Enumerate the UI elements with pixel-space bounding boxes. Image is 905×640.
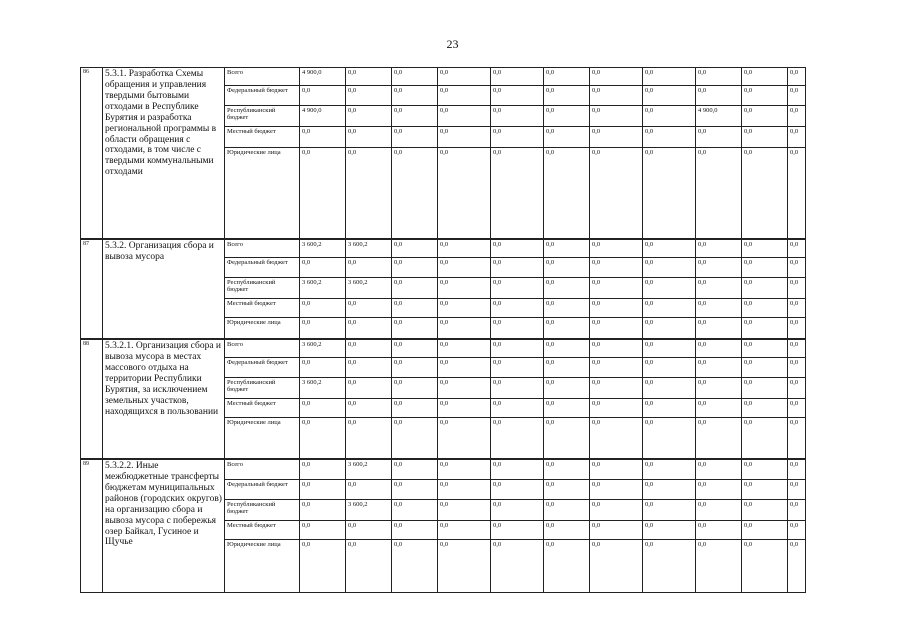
- value-cell: 0,0: [392, 521, 438, 540]
- funding-source: Всего: [225, 68, 300, 86]
- value-cell: 0,0: [788, 299, 806, 318]
- value-cell: 0,0: [491, 459, 544, 480]
- value-cell: 0,0: [696, 239, 742, 258]
- value-cell: 0,0: [742, 318, 788, 340]
- value-cell: 0,0: [346, 148, 392, 240]
- value-cell: 0,0: [788, 318, 806, 340]
- value-cell: 0,0: [643, 148, 696, 240]
- value-cell: 0,0: [438, 318, 491, 340]
- value-cell: 0,0: [696, 318, 742, 340]
- value-cell: 0,0: [346, 540, 392, 593]
- value-cell: 0,0: [696, 339, 742, 358]
- value-cell: 0,0: [438, 86, 491, 106]
- value-cell: 0,0: [392, 318, 438, 340]
- value-cell: 0,0: [788, 500, 806, 521]
- value-cell: 0,0: [491, 339, 544, 358]
- value-cell: 0,0: [788, 258, 806, 278]
- value-cell: 0,0: [742, 378, 788, 399]
- value-cell: 0,0: [742, 68, 788, 86]
- value-cell: 0,0: [300, 127, 346, 148]
- value-cell: 0,0: [392, 399, 438, 418]
- value-cell: 0,0: [643, 339, 696, 358]
- value-cell: 0,0: [544, 127, 590, 148]
- value-cell: 0,0: [544, 418, 590, 460]
- value-cell: 0,0: [590, 278, 643, 299]
- value-cell: 0,0: [544, 106, 590, 127]
- table-row: [81, 459, 806, 480]
- value-cell: 0,0: [696, 148, 742, 240]
- value-cell: 0,0: [438, 148, 491, 240]
- value-cell: 0,0: [491, 299, 544, 318]
- value-cell: 0,0: [590, 127, 643, 148]
- value-cell: 0,0: [438, 339, 491, 358]
- value-cell: 0,0: [392, 148, 438, 240]
- value-cell: 0,0: [742, 540, 788, 593]
- value-cell: 0,0: [742, 459, 788, 480]
- funding-source: Федеральный бюджет: [225, 480, 300, 500]
- value-cell: 0,0: [590, 480, 643, 500]
- value-cell: 0,0: [544, 378, 590, 399]
- value-cell: 0,0: [590, 418, 643, 460]
- value-cell: 0,0: [788, 127, 806, 148]
- funding-source: Республиканский бюджет: [225, 278, 300, 299]
- value-cell: 4 900,0: [300, 106, 346, 127]
- value-cell: 0,0: [643, 106, 696, 127]
- value-cell: 0,0: [643, 278, 696, 299]
- value-cell: 4 900,0: [300, 68, 346, 86]
- value-cell: 0,0: [438, 418, 491, 460]
- value-cell: 0,0: [742, 239, 788, 258]
- value-cell: 0,0: [438, 258, 491, 278]
- measure-name: 5.3.2. Организация сбора и вывоза мусора: [103, 239, 225, 339]
- value-cell: 0,0: [742, 127, 788, 148]
- value-cell: 0,0: [590, 148, 643, 240]
- value-cell: 0,0: [392, 358, 438, 378]
- funding-source: Федеральный бюджет: [225, 258, 300, 278]
- value-cell: 0,0: [788, 278, 806, 299]
- value-cell: 0,0: [742, 339, 788, 358]
- value-cell: 0,0: [643, 500, 696, 521]
- value-cell: 0,0: [544, 239, 590, 258]
- value-cell: 0,0: [788, 358, 806, 378]
- value-cell: 0,0: [346, 127, 392, 148]
- value-cell: 0,0: [346, 106, 392, 127]
- value-cell: 0,0: [696, 358, 742, 378]
- value-cell: 0,0: [300, 318, 346, 340]
- value-cell: 0,0: [346, 399, 392, 418]
- value-cell: 0,0: [590, 68, 643, 86]
- value-cell: 0,0: [438, 399, 491, 418]
- value-cell: 0,0: [590, 358, 643, 378]
- value-cell: 0,0: [438, 378, 491, 399]
- value-cell: 0,0: [392, 239, 438, 258]
- funding-source: Юридические лица: [225, 418, 300, 460]
- measure-name: 5.3.1. Разработка Схемы обращения и управления твердыми бытовыми отходами в Республике Бурятия и разработка региональной программы в области обращения с отходами, в том числе с твердыми коммунальными отходами: [103, 68, 225, 240]
- value-cell: 0,0: [788, 106, 806, 127]
- value-cell: 0,0: [438, 500, 491, 521]
- value-cell: 0,0: [346, 68, 392, 86]
- value-cell: 0,0: [300, 540, 346, 593]
- value-cell: 0,0: [696, 299, 742, 318]
- value-cell: 0,0: [643, 459, 696, 480]
- value-cell: 0,0: [438, 239, 491, 258]
- value-cell: 0,0: [643, 68, 696, 86]
- value-cell: 0,0: [346, 378, 392, 399]
- value-cell: 0,0: [742, 418, 788, 460]
- value-cell: 0,0: [491, 106, 544, 127]
- value-cell: 0,0: [544, 358, 590, 378]
- value-cell: 3 600,2: [300, 339, 346, 358]
- value-cell: 0,0: [346, 339, 392, 358]
- value-cell: 0,0: [590, 106, 643, 127]
- value-cell: 0,0: [438, 68, 491, 86]
- value-cell: 0,0: [300, 418, 346, 460]
- value-cell: 0,0: [590, 239, 643, 258]
- value-cell: 0,0: [438, 106, 491, 127]
- value-cell: 0,0: [300, 399, 346, 418]
- value-cell: 0,0: [300, 258, 346, 278]
- value-cell: 0,0: [590, 318, 643, 340]
- value-cell: 0,0: [544, 258, 590, 278]
- value-cell: 0,0: [590, 339, 643, 358]
- value-cell: 0,0: [788, 418, 806, 460]
- value-cell: 3 600,2: [346, 239, 392, 258]
- value-cell: 0,0: [742, 399, 788, 418]
- funding-source: Юридические лица: [225, 540, 300, 593]
- value-cell: 0,0: [788, 399, 806, 418]
- value-cell: 0,0: [643, 521, 696, 540]
- value-cell: 0,0: [392, 418, 438, 460]
- value-cell: 0,0: [788, 339, 806, 358]
- funding-source: Местный бюджет: [225, 521, 300, 540]
- funding-source: Всего: [225, 339, 300, 358]
- value-cell: 0,0: [491, 540, 544, 593]
- value-cell: 0,0: [590, 399, 643, 418]
- value-cell: 0,0: [491, 378, 544, 399]
- value-cell: 0,0: [788, 86, 806, 106]
- value-cell: 0,0: [742, 299, 788, 318]
- value-cell: 0,0: [300, 358, 346, 378]
- value-cell: 0,0: [392, 480, 438, 500]
- funding-source: Местный бюджет: [225, 127, 300, 148]
- page-number: 23: [446, 37, 459, 51]
- value-cell: 0,0: [392, 459, 438, 480]
- value-cell: 0,0: [491, 500, 544, 521]
- value-cell: 0,0: [346, 521, 392, 540]
- value-cell: 0,0: [788, 521, 806, 540]
- value-cell: 0,0: [392, 68, 438, 86]
- value-cell: 0,0: [491, 399, 544, 418]
- value-cell: 0,0: [643, 399, 696, 418]
- value-cell: 0,0: [300, 480, 346, 500]
- value-cell: 0,0: [742, 86, 788, 106]
- value-cell: 0,0: [346, 258, 392, 278]
- value-cell: 3 600,2: [300, 278, 346, 299]
- table-row: [81, 68, 806, 86]
- funding-source: Федеральный бюджет: [225, 358, 300, 378]
- measure-name: 5.3.2.1. Организация сбора и вывоза мусора в местах массового отдыха на территории Республики Бурятия, за исключением земельных участков, находящихся в пользовании: [103, 339, 225, 459]
- funding-source: Республиканский бюджет: [225, 106, 300, 127]
- value-cell: 0,0: [346, 418, 392, 460]
- funding-source: Всего: [225, 459, 300, 480]
- value-cell: 0,0: [643, 127, 696, 148]
- value-cell: 0,0: [544, 459, 590, 480]
- value-cell: 0,0: [788, 378, 806, 399]
- value-cell: 0,0: [491, 278, 544, 299]
- value-cell: 0,0: [643, 358, 696, 378]
- value-cell: 0,0: [544, 68, 590, 86]
- value-cell: 0,0: [438, 521, 491, 540]
- value-cell: 0,0: [491, 358, 544, 378]
- funding-source: Республиканский бюджет: [225, 500, 300, 521]
- value-cell: 0,0: [696, 418, 742, 460]
- value-cell: 0,0: [788, 148, 806, 240]
- value-cell: 0,0: [643, 258, 696, 278]
- value-cell: 0,0: [300, 500, 346, 521]
- value-cell: 0,0: [788, 540, 806, 593]
- value-cell: 0,0: [491, 480, 544, 500]
- value-cell: 0,0: [788, 480, 806, 500]
- value-cell: 0,0: [392, 540, 438, 593]
- value-cell: 0,0: [491, 418, 544, 460]
- value-cell: 0,0: [346, 358, 392, 378]
- value-cell: 0,0: [643, 86, 696, 106]
- funding-source: Всего: [225, 239, 300, 258]
- value-cell: 3 600,2: [346, 278, 392, 299]
- value-cell: 0,0: [590, 540, 643, 593]
- value-cell: 0,0: [544, 278, 590, 299]
- value-cell: 0,0: [696, 278, 742, 299]
- value-cell: 0,0: [491, 239, 544, 258]
- value-cell: 0,0: [392, 106, 438, 127]
- value-cell: 0,0: [590, 86, 643, 106]
- value-cell: 0,0: [300, 86, 346, 106]
- value-cell: 0,0: [696, 258, 742, 278]
- value-cell: 0,0: [590, 500, 643, 521]
- value-cell: 0,0: [544, 480, 590, 500]
- value-cell: 0,0: [346, 480, 392, 500]
- value-cell: 0,0: [643, 318, 696, 340]
- table-row: [81, 239, 806, 258]
- value-cell: 0,0: [788, 459, 806, 480]
- value-cell: 0,0: [544, 299, 590, 318]
- table-row: [81, 339, 806, 358]
- funding-source: Местный бюджет: [225, 399, 300, 418]
- value-cell: 0,0: [696, 86, 742, 106]
- value-cell: 0,0: [696, 480, 742, 500]
- row-number: 89: [81, 459, 103, 593]
- funding-source: Республиканский бюджет: [225, 378, 300, 399]
- value-cell: 0,0: [544, 399, 590, 418]
- value-cell: 0,0: [696, 399, 742, 418]
- value-cell: 0,0: [643, 299, 696, 318]
- value-cell: 0,0: [438, 358, 491, 378]
- value-cell: 0,0: [346, 299, 392, 318]
- value-cell: 3 600,2: [346, 459, 392, 480]
- value-cell: 0,0: [544, 339, 590, 358]
- value-cell: 0,0: [392, 278, 438, 299]
- value-cell: 0,0: [742, 106, 788, 127]
- value-cell: 0,0: [696, 500, 742, 521]
- value-cell: 0,0: [392, 127, 438, 148]
- value-cell: 4 900,0: [696, 106, 742, 127]
- value-cell: 0,0: [491, 318, 544, 340]
- funding-source: Федеральный бюджет: [225, 86, 300, 106]
- value-cell: 0,0: [438, 540, 491, 593]
- value-cell: 0,0: [696, 521, 742, 540]
- value-cell: 0,0: [544, 540, 590, 593]
- value-cell: 0,0: [300, 521, 346, 540]
- value-cell: 0,0: [438, 459, 491, 480]
- value-cell: 0,0: [742, 358, 788, 378]
- value-cell: 0,0: [438, 299, 491, 318]
- value-cell: 0,0: [392, 299, 438, 318]
- value-cell: 0,0: [696, 127, 742, 148]
- value-cell: 0,0: [544, 318, 590, 340]
- value-cell: 0,0: [742, 500, 788, 521]
- table-body: [81, 68, 806, 593]
- value-cell: 0,0: [392, 339, 438, 358]
- value-cell: 0,0: [643, 480, 696, 500]
- value-cell: 0,0: [696, 540, 742, 593]
- value-cell: 0,0: [590, 521, 643, 540]
- value-cell: 0,0: [491, 86, 544, 106]
- value-cell: 0,0: [788, 68, 806, 86]
- value-cell: 0,0: [742, 480, 788, 500]
- value-cell: 0,0: [590, 299, 643, 318]
- measure-name: 5.3.2.2. Иные межбюджетные трансферты бюджетам муниципальных районов (городских округов) на организацию сбора и вывоза мусора с побережья озер Байкал, Гусиное и Щучье: [103, 459, 225, 593]
- value-cell: 0,0: [544, 86, 590, 106]
- value-cell: 0,0: [438, 127, 491, 148]
- value-cell: 3 600,2: [300, 378, 346, 399]
- value-cell: 0,0: [300, 459, 346, 480]
- value-cell: 3 600,2: [346, 500, 392, 521]
- funding-source: Юридические лица: [225, 148, 300, 240]
- value-cell: 0,0: [346, 318, 392, 340]
- value-cell: 0,0: [300, 299, 346, 318]
- value-cell: 0,0: [643, 378, 696, 399]
- value-cell: 0,0: [544, 148, 590, 240]
- value-cell: 0,0: [491, 258, 544, 278]
- row-number: 88: [81, 339, 103, 459]
- value-cell: 0,0: [590, 378, 643, 399]
- value-cell: 0,0: [544, 500, 590, 521]
- row-number: 87: [81, 239, 103, 339]
- value-cell: 0,0: [438, 480, 491, 500]
- value-cell: 0,0: [392, 86, 438, 106]
- value-cell: 0,0: [590, 459, 643, 480]
- funding-source: Местный бюджет: [225, 299, 300, 318]
- value-cell: 0,0: [491, 148, 544, 240]
- funding-source: Юридические лица: [225, 318, 300, 340]
- row-number: 86: [81, 68, 103, 240]
- value-cell: 3 600,2: [300, 239, 346, 258]
- value-cell: 0,0: [742, 148, 788, 240]
- value-cell: 0,0: [544, 521, 590, 540]
- value-cell: 0,0: [491, 127, 544, 148]
- value-cell: 0,0: [590, 258, 643, 278]
- value-cell: 0,0: [392, 378, 438, 399]
- value-cell: 0,0: [643, 418, 696, 460]
- value-cell: 0,0: [742, 521, 788, 540]
- value-cell: 0,0: [438, 278, 491, 299]
- value-cell: 0,0: [643, 540, 696, 593]
- value-cell: 0,0: [742, 278, 788, 299]
- value-cell: 0,0: [392, 258, 438, 278]
- value-cell: 0,0: [696, 378, 742, 399]
- value-cell: 0,0: [696, 68, 742, 86]
- value-cell: 0,0: [696, 459, 742, 480]
- value-cell: 0,0: [300, 148, 346, 240]
- value-cell: 0,0: [742, 258, 788, 278]
- value-cell: 0,0: [491, 521, 544, 540]
- budget-table: [80, 67, 806, 593]
- value-cell: 0,0: [346, 86, 392, 106]
- value-cell: 0,0: [392, 500, 438, 521]
- value-cell: 0,0: [643, 239, 696, 258]
- value-cell: 0,0: [788, 239, 806, 258]
- value-cell: 0,0: [491, 68, 544, 86]
